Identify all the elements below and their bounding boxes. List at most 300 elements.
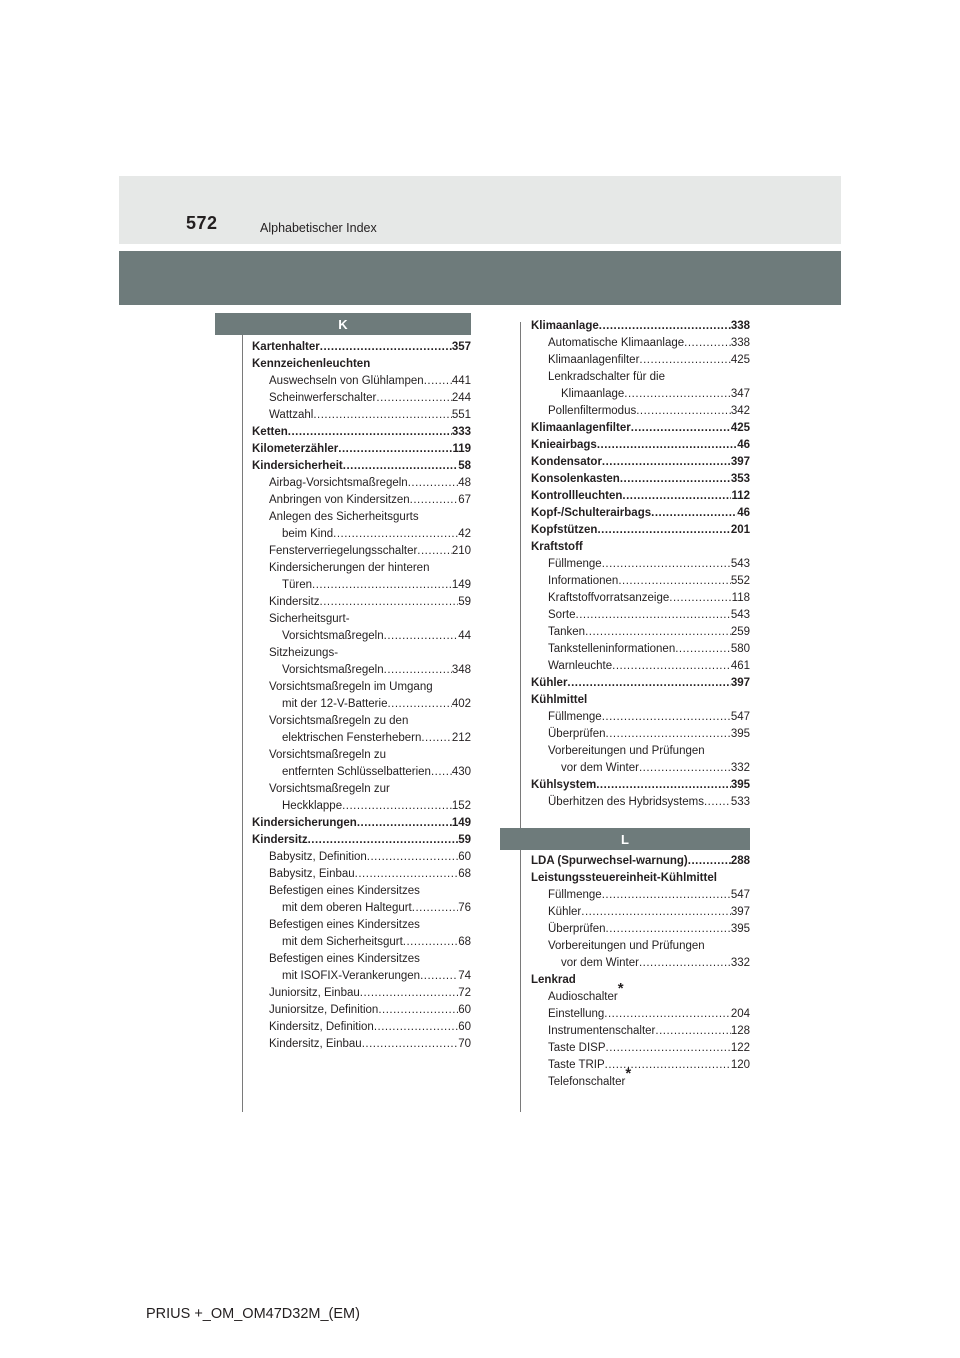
dot-leader xyxy=(338,441,452,458)
dot-leader xyxy=(431,764,452,781)
page-reference: 204 xyxy=(730,1008,750,1020)
index-term: Airbag-Vorsichtsmaßregeln xyxy=(269,477,408,489)
index-term: Überhitzen des Hybridsystems xyxy=(548,796,704,808)
index-entry xyxy=(531,726,750,743)
dot-leader xyxy=(313,407,452,424)
index-entry xyxy=(531,505,750,522)
index-term: Befestigen eines Kindersitzes xyxy=(269,919,420,931)
page-reference: 42 xyxy=(458,528,471,540)
dot-leader xyxy=(384,662,452,679)
index-term: Juniorsitze, Definition xyxy=(269,1004,379,1016)
index-entry xyxy=(531,352,750,369)
index-term: Heckklappe xyxy=(282,800,343,812)
index-entry xyxy=(252,934,471,951)
page-reference: 395 xyxy=(730,728,750,740)
index-term: Telefonschalter xyxy=(548,1076,626,1088)
index-term: mit dem oberen Haltegurt xyxy=(282,902,412,914)
dot-leader xyxy=(597,522,730,539)
index-term: Audioschalter xyxy=(548,991,618,1003)
index-entry xyxy=(252,849,471,866)
page-reference: 543 xyxy=(730,558,750,570)
index-entry xyxy=(252,424,471,441)
index-entry xyxy=(531,870,750,887)
page-reference: 397 xyxy=(730,677,750,689)
index-entry xyxy=(252,645,471,662)
index-term: Klimaanlage xyxy=(531,320,599,332)
index-term: entfernten Schlüsselbatterien xyxy=(282,766,431,778)
index-entry xyxy=(531,437,750,454)
dot-leader xyxy=(343,458,458,475)
index-term: Vorbereitungen und Prüfungen xyxy=(548,745,705,757)
dot-leader xyxy=(408,475,459,492)
index-term: LDA (Spurwechsel-warnung) xyxy=(531,855,688,867)
index-entry xyxy=(252,985,471,1002)
index-entry xyxy=(252,1036,471,1053)
index-term: Vorbereitungen und Prüfungen xyxy=(548,940,705,952)
document-code: PRIUS +_OM_OM47D32M_(EM) xyxy=(146,1306,360,1322)
page-reference: 46 xyxy=(737,507,750,519)
index-term: Kindersicherungen xyxy=(252,817,357,829)
footnote-asterisk: * xyxy=(625,1065,632,1082)
dot-leader xyxy=(320,594,459,611)
dot-leader xyxy=(620,471,731,488)
header-bar xyxy=(119,251,841,305)
index-term: Füllmenge xyxy=(548,711,602,723)
page-reference: 48 xyxy=(458,477,471,489)
page-reference: 552 xyxy=(730,575,750,587)
dot-leader xyxy=(669,590,731,607)
page-reference: 118 xyxy=(731,592,750,604)
page-reference: 60 xyxy=(458,1004,471,1016)
page-reference: 60 xyxy=(458,1021,471,1033)
dot-leader xyxy=(367,849,458,866)
page-reference: 244 xyxy=(451,392,471,404)
index-entry xyxy=(252,866,471,883)
dot-leader xyxy=(374,1019,458,1036)
index-term: Überprüfen xyxy=(548,923,606,935)
page-reference: 402 xyxy=(451,698,471,710)
index-term: Tankstelleninformationen xyxy=(548,643,676,655)
index-entry xyxy=(252,560,471,577)
page-reference: 333 xyxy=(451,426,471,438)
index-entry xyxy=(531,539,750,556)
dot-leader xyxy=(605,1057,731,1074)
index-term: Warnleuchte xyxy=(548,660,613,672)
index-entry xyxy=(531,709,750,726)
index-entry xyxy=(531,522,750,539)
page-reference: 342 xyxy=(730,405,750,417)
index-term: Befestigen eines Kindersitzes xyxy=(269,885,420,897)
index-term: Informationen xyxy=(548,575,619,587)
index-entry xyxy=(252,951,471,968)
index-term: Kühler xyxy=(531,677,568,689)
index-term: Überprüfen xyxy=(548,728,606,740)
index-entry xyxy=(252,526,471,543)
index-term: Kopf-/Schulterairbags xyxy=(531,507,652,519)
page-reference: 425 xyxy=(730,354,750,366)
page-number: 572 xyxy=(186,213,218,233)
page-reference: 547 xyxy=(730,889,750,901)
page-reference: 59 xyxy=(458,834,471,846)
index-entry xyxy=(252,764,471,781)
dot-leader xyxy=(581,904,731,921)
index-entry xyxy=(531,573,750,590)
index-entry xyxy=(252,390,471,407)
index-term: vor dem Winter xyxy=(561,762,639,774)
dot-leader xyxy=(424,373,452,390)
index-entry xyxy=(252,917,471,934)
index-entry xyxy=(531,556,750,573)
page-reference: 149 xyxy=(451,817,471,829)
page-reference: 332 xyxy=(730,762,750,774)
dot-leader xyxy=(288,424,452,441)
index-term: Kartenhalter xyxy=(252,341,320,353)
index-term: Konsolenkasten xyxy=(531,473,620,485)
index-entry xyxy=(252,458,471,475)
index-column-left xyxy=(252,339,471,1053)
page-reference: 425 xyxy=(730,422,750,434)
index-term: Anlegen des Sicherheitsgurts xyxy=(269,511,419,523)
index-entry xyxy=(531,743,750,760)
index-entry xyxy=(531,904,750,921)
index-term: Vorsichtsmaßregeln xyxy=(282,664,384,676)
page-reference: 119 xyxy=(452,443,471,455)
page-reference: 395 xyxy=(730,923,750,935)
index-entry xyxy=(531,624,750,641)
page-reference: 70 xyxy=(458,1038,471,1050)
index-term: Kennzeichenleuchten xyxy=(252,358,371,370)
page-reference: 288 xyxy=(730,855,750,867)
index-entry xyxy=(531,488,750,505)
page-reference: 547 xyxy=(730,711,750,723)
index-term: Klimaanlage xyxy=(561,388,625,400)
dot-leader xyxy=(308,832,459,849)
index-entry xyxy=(252,339,471,356)
dot-leader xyxy=(624,386,731,403)
page-reference: 122 xyxy=(730,1042,750,1054)
dot-leader xyxy=(636,403,731,420)
page-reference: 338 xyxy=(730,337,750,349)
dot-leader xyxy=(378,1002,458,1019)
dot-leader xyxy=(602,454,731,471)
dot-leader xyxy=(362,1036,459,1053)
index-entry xyxy=(531,471,750,488)
index-entry xyxy=(252,781,471,798)
index-term: Anbringen von Kindersitzen xyxy=(269,494,410,506)
index-entry xyxy=(531,1040,750,1057)
index-term: Kindersitz xyxy=(269,596,320,608)
index-term: vor dem Winter xyxy=(561,957,639,969)
index-term: Automatische Klimaanlage xyxy=(548,337,685,349)
index-entry xyxy=(252,832,471,849)
page-reference: 210 xyxy=(451,545,471,557)
index-entry xyxy=(531,1006,750,1023)
index-entry xyxy=(531,641,750,658)
page-reference: 357 xyxy=(451,341,471,353)
index-term: Türen xyxy=(282,579,313,591)
dot-leader xyxy=(606,921,731,938)
index-entry xyxy=(252,662,471,679)
page-reference: 59 xyxy=(458,596,471,608)
dot-leader xyxy=(597,437,737,454)
page-reference: 533 xyxy=(730,796,750,808)
index-entry xyxy=(531,1057,750,1074)
page-reference: 120 xyxy=(730,1059,750,1071)
page-reference: 395 xyxy=(730,779,750,791)
page-reference: 60 xyxy=(458,851,471,863)
index-entry xyxy=(252,730,471,747)
index-term: mit dem Sicherheitsgurt xyxy=(282,936,403,948)
index-entry xyxy=(531,853,750,870)
index-term: Kindersicherungen der hinteren xyxy=(269,562,430,574)
footnote-asterisk: * xyxy=(617,980,624,997)
index-term: mit ISOFIX-Verankerungen xyxy=(282,970,421,982)
dot-leader xyxy=(618,573,730,590)
dot-leader xyxy=(320,339,452,356)
dot-leader xyxy=(622,488,731,505)
dot-leader xyxy=(655,1023,730,1040)
index-entry xyxy=(531,318,750,335)
section-header-l: L xyxy=(500,828,750,850)
index-term: Vorsichtsmaßregeln zu den xyxy=(269,715,409,727)
index-entry xyxy=(252,594,471,611)
index-entry xyxy=(252,356,471,373)
index-term: beim Kind xyxy=(282,528,334,540)
index-term: Pollenfiltermodus xyxy=(548,405,637,417)
index-entry xyxy=(252,713,471,730)
dot-leader xyxy=(384,628,459,645)
index-term: Lenkrad xyxy=(531,974,576,986)
index-term: Kondensator xyxy=(531,456,602,468)
index-term: Vorsichtsmaßregeln xyxy=(282,630,384,642)
index-column-right-l xyxy=(531,853,750,1091)
index-entry xyxy=(252,407,471,424)
index-term: Klimaanlagenfilter xyxy=(531,422,631,434)
section-header-k: K xyxy=(215,313,471,335)
index-entry xyxy=(252,696,471,713)
page-reference: 212 xyxy=(451,732,471,744)
index-entry xyxy=(252,628,471,645)
index-term: Vorsichtsmaßregeln im Umgang xyxy=(269,681,433,693)
index-term: Kontrollleuchten xyxy=(531,490,623,502)
page-reference: 128 xyxy=(730,1025,750,1037)
index-term: Kraftstoffvorratsanzeige xyxy=(548,592,670,604)
dot-leader xyxy=(417,543,452,560)
index-entry xyxy=(531,760,750,777)
index-entry xyxy=(252,577,471,594)
index-term: elektrischen Fensterhebern xyxy=(282,732,422,744)
index-entry xyxy=(252,968,471,985)
dot-leader xyxy=(412,900,458,917)
index-term: Kindersitz, Einbau xyxy=(269,1038,362,1050)
index-entry xyxy=(531,454,750,471)
index-term: Klimaanlagenfilter xyxy=(548,354,640,366)
dot-leader xyxy=(376,390,451,407)
dot-leader xyxy=(606,1040,731,1057)
index-term: Kühler xyxy=(548,906,582,918)
page-reference: 152 xyxy=(451,800,471,812)
index-term: Babysitz, Definition xyxy=(269,851,367,863)
index-entry xyxy=(531,955,750,972)
page-reference: 397 xyxy=(730,906,750,918)
dot-leader xyxy=(639,352,730,369)
page-reference: 76 xyxy=(458,902,471,914)
index-term: Vorsichtsmaßregeln zu xyxy=(269,749,386,761)
index-term: Juniorsitz, Einbau xyxy=(269,987,360,999)
dot-leader xyxy=(604,1006,731,1023)
index-entry xyxy=(252,509,471,526)
index-term: Babysitz, Einbau xyxy=(269,868,355,880)
dot-leader xyxy=(567,675,730,692)
dot-leader xyxy=(602,887,731,904)
page-reference: 201 xyxy=(730,524,750,536)
dot-leader xyxy=(675,641,731,658)
dot-leader xyxy=(342,798,452,815)
index-entry xyxy=(252,747,471,764)
column-divider-left xyxy=(242,335,243,1112)
page-reference: 67 xyxy=(458,494,471,506)
index-term: Sorte xyxy=(548,609,576,621)
index-term: Fensterverriegelungsschalter xyxy=(269,545,418,557)
index-entry xyxy=(531,420,750,437)
page-reference: 112 xyxy=(731,490,750,502)
index-term: Auswechseln von Glühlampen xyxy=(269,375,424,387)
index-term: Tanken xyxy=(548,626,586,638)
index-entry xyxy=(531,590,750,607)
dot-leader xyxy=(312,577,452,594)
dot-leader xyxy=(612,658,731,675)
index-term: Knieairbags xyxy=(531,439,597,451)
index-entry xyxy=(252,815,471,832)
dot-leader xyxy=(360,985,458,1002)
index-term: Wattzahl xyxy=(269,409,314,421)
index-column-right-k xyxy=(531,318,750,811)
index-term: Einstellung xyxy=(548,1008,605,1020)
index-entry xyxy=(252,883,471,900)
index-term: Taste TRIP xyxy=(548,1059,605,1071)
page-reference: 74 xyxy=(458,970,471,982)
index-term: Lenkradschalter für die xyxy=(548,371,665,383)
index-entry xyxy=(531,777,750,794)
index-entry xyxy=(531,658,750,675)
index-term: Kilometerzähler xyxy=(252,443,339,455)
dot-leader xyxy=(651,505,737,522)
page-reference: 58 xyxy=(458,460,471,472)
index-term: Füllmenge xyxy=(548,889,602,901)
dot-leader xyxy=(420,968,458,985)
dot-leader xyxy=(355,866,459,883)
index-term: Sitzheizungs- xyxy=(269,647,339,659)
index-term: Sicherheitsgurt- xyxy=(269,613,350,625)
index-entry xyxy=(252,373,471,390)
index-term: Kindersicherheit xyxy=(252,460,343,472)
column-divider-middle xyxy=(520,322,521,1112)
index-entry xyxy=(252,441,471,458)
index-entry xyxy=(531,386,750,403)
index-term: Befestigen eines Kindersitzes xyxy=(269,953,420,965)
dot-leader xyxy=(631,420,731,437)
dot-leader xyxy=(576,607,731,624)
index-entry xyxy=(252,1019,471,1036)
index-term: Füllmenge xyxy=(548,558,602,570)
page-reference: 461 xyxy=(730,660,750,672)
index-term: Leistungssteuereinheit-Kühlmittel xyxy=(531,872,717,884)
index-term: mit der 12-V-Batterie xyxy=(282,698,388,710)
page-reference: 397 xyxy=(730,456,750,468)
index-entry xyxy=(531,921,750,938)
dot-leader xyxy=(357,815,452,832)
header-band xyxy=(119,176,841,244)
page-reference: 441 xyxy=(451,375,471,387)
index-term: Instrumentenschalter xyxy=(548,1025,656,1037)
index-entry xyxy=(531,692,750,709)
index-entry xyxy=(252,611,471,628)
index-term: Kühlsystem xyxy=(531,779,597,791)
index-entry xyxy=(531,794,750,811)
page-reference: 259 xyxy=(730,626,750,638)
index-entry xyxy=(252,1002,471,1019)
page-reference: 353 xyxy=(730,473,750,485)
index-entry xyxy=(252,475,471,492)
index-entry xyxy=(531,675,750,692)
index-entry xyxy=(252,679,471,696)
index-entry xyxy=(531,607,750,624)
index-entry xyxy=(531,335,750,352)
page-reference: 149 xyxy=(451,579,471,591)
page-reference: 46 xyxy=(737,439,750,451)
index-entry xyxy=(531,972,750,989)
dot-leader xyxy=(606,726,731,743)
dot-leader xyxy=(639,955,731,972)
dot-leader xyxy=(333,526,458,543)
page-reference: 72 xyxy=(458,987,471,999)
index-entry xyxy=(531,1023,750,1040)
page-reference: 543 xyxy=(730,609,750,621)
page-reference: 68 xyxy=(458,868,471,880)
index-term: Ketten xyxy=(252,426,288,438)
page-reference: 348 xyxy=(451,664,471,676)
dot-leader xyxy=(688,853,731,870)
page-reference: 338 xyxy=(730,320,750,332)
page-reference: 332 xyxy=(730,957,750,969)
dot-leader xyxy=(410,492,459,509)
dot-leader xyxy=(596,777,731,794)
dot-leader xyxy=(704,794,731,811)
index-term: Kindersitz, Definition xyxy=(269,1021,374,1033)
index-term: Vorsichtsmaßregeln zur xyxy=(269,783,390,795)
index-entry xyxy=(252,543,471,560)
page-reference: 347 xyxy=(730,388,750,400)
page-reference: 68 xyxy=(458,936,471,948)
dot-leader xyxy=(639,760,731,777)
page-reference: 580 xyxy=(730,643,750,655)
dot-leader xyxy=(585,624,731,641)
index-entry xyxy=(531,403,750,420)
index-term: Taste DISP xyxy=(548,1042,606,1054)
index-entry xyxy=(531,369,750,386)
page-reference: 44 xyxy=(458,630,471,642)
dot-leader xyxy=(421,730,451,747)
index-entry xyxy=(252,492,471,509)
index-term: Kraftstoff xyxy=(531,541,583,553)
index-entry xyxy=(252,798,471,815)
dot-leader xyxy=(602,556,731,573)
dot-leader xyxy=(684,335,731,352)
index-term: Scheinwerferschalter xyxy=(269,392,377,404)
dot-leader xyxy=(602,709,731,726)
index-entry xyxy=(252,900,471,917)
page-reference: 430 xyxy=(451,766,471,778)
